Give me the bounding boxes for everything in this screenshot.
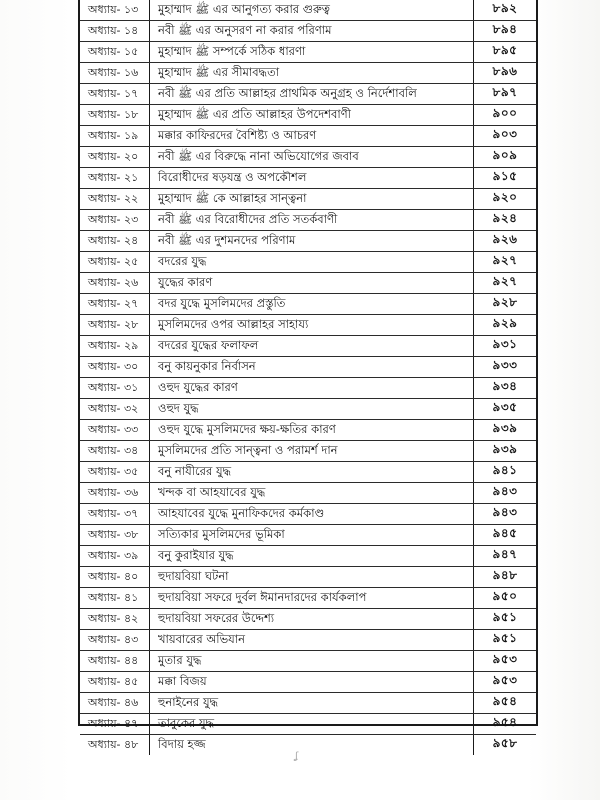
- page-number: ৯৩১: [492, 337, 518, 351]
- chapter-number: অধ্যায়- ৪৪: [80, 651, 150, 671]
- toc-row: [80, 105, 536, 126]
- chapter-title: বনু নাযীরের যুদ্ধ: [150, 462, 474, 482]
- toc-row: [80, 336, 536, 357]
- chapter-title: হুদায়বিয়া সফরে দুর্বল ঈমানদারদের কার্যকলাপ: [150, 588, 474, 608]
- chapter-title: বিরোধীদের ষড়যন্ত্র ও অপকৌশল: [150, 168, 474, 188]
- page-number: ৮৯৬: [492, 64, 518, 78]
- chapter-number: অধ্যায়- ৪৫: [80, 672, 150, 692]
- chapter-title: বদরের যুদ্ধ: [150, 252, 474, 272]
- page-mark: ʆ: [295, 751, 299, 762]
- chapter-title: মুহাম্মাদ ﷺ এর প্রতি আল্লাহর উপদেশবাণী: [150, 105, 474, 125]
- toc-row: [80, 357, 536, 378]
- chapter-number: অধ্যায়- ১৯: [80, 126, 150, 146]
- toc-row: [80, 0, 536, 21]
- chapter-number: অধ্যায়- ৩৬: [80, 483, 150, 503]
- chapter-number: অধ্যায়- ৩৪: [80, 441, 150, 461]
- page-number: ৯৫৩: [492, 652, 518, 666]
- page-number: ৮৯৪: [492, 22, 518, 36]
- chapter-number: অধ্যায়- ১৮: [80, 105, 150, 125]
- chapter-number: অধ্যায়- ৪০: [80, 567, 150, 587]
- chapter-title: মুহাম্মাদ ﷺ এর আনুগত্য করার গুরুত্ব: [150, 0, 474, 20]
- chapter-title: মুসলিমদের ওপর আল্লাহর সাহায্য: [150, 315, 474, 335]
- page-number: ৯৪৫: [492, 526, 518, 540]
- chapter-number: অধ্যায়- ৪৮: [80, 735, 150, 755]
- chapter-number: অধ্যায়- ৩০: [80, 357, 150, 377]
- page-number: ৯০০: [492, 106, 518, 120]
- page-number: ৮৯২: [492, 1, 518, 15]
- page-number: ৯২০: [492, 190, 518, 204]
- chapter-number: অধ্যায়- ৪৭: [80, 714, 150, 734]
- chapter-title: ওহুদ যুদ্ধ: [150, 399, 474, 419]
- toc-row: [80, 21, 536, 42]
- toc-row: [80, 525, 536, 546]
- page-number: ৯২৭: [492, 253, 518, 267]
- toc-row: [80, 630, 536, 651]
- toc-row: [80, 168, 536, 189]
- chapter-title: ওহুদ যুদ্ধের কারণ: [150, 378, 474, 398]
- chapter-number: অধ্যায়- ১৬: [80, 63, 150, 83]
- toc-row: [80, 126, 536, 147]
- chapter-number: অধ্যায়- ২৫: [80, 252, 150, 272]
- page-number: ৯৪১: [492, 463, 518, 477]
- chapter-title: খন্দক বা আহযাবের যুদ্ধ: [150, 483, 474, 503]
- chapter-number: অধ্যায়- ২৮: [80, 315, 150, 335]
- chapter-title: হুদায়বিয়া ঘটনা: [150, 567, 474, 587]
- chapter-number: অধ্যায়- ৪২: [80, 609, 150, 629]
- toc-row: [80, 714, 536, 735]
- chapter-title: ওহুদ যুদ্ধে মুসলিমদের ক্ষয়-ক্ষতির কারণ: [150, 420, 474, 440]
- page-number: ৯৩৩: [492, 358, 518, 372]
- toc-row: [80, 735, 536, 755]
- toc-row: [80, 546, 536, 567]
- page-number: ৯২৬: [492, 232, 518, 246]
- chapter-number: অধ্যায়- ৩১: [80, 378, 150, 398]
- toc-row: [80, 672, 536, 693]
- page-number: ৯৫৮: [492, 736, 518, 750]
- chapter-number: অধ্যায়- ২৭: [80, 294, 150, 314]
- chapter-title: বিদায় হজ্জ: [150, 735, 474, 755]
- chapter-title: মুহাম্মাদ ﷺ কে আল্লাহর সান্ত্বনা: [150, 189, 474, 209]
- toc-row: [80, 252, 536, 273]
- toc-row: [80, 441, 536, 462]
- chapter-title: মুহাম্মাদ ﷺ সম্পর্কে সঠিক ধারণা: [150, 42, 474, 62]
- chapter-title: তাবুকের যুদ্ধ: [150, 714, 474, 734]
- chapter-number: অধ্যায়- ১৭: [80, 84, 150, 104]
- chapter-number: অধ্যায়- ২৩: [80, 210, 150, 230]
- chapter-number: অধ্যায়- ১৩: [80, 0, 150, 20]
- chapter-number: অধ্যায়- ১৫: [80, 42, 150, 62]
- toc-row: [80, 147, 536, 168]
- page-number: ৯১৫: [492, 169, 518, 183]
- chapter-number: অধ্যায়- ৩২: [80, 399, 150, 419]
- chapter-title: আহযাবের যুদ্ধে মুনাফিকদের কর্মকাণ্ড: [150, 504, 474, 524]
- page-number: ৯০৩: [492, 127, 518, 141]
- chapter-number: অধ্যায়- ৩৯: [80, 546, 150, 566]
- toc-row: [80, 84, 536, 105]
- toc-row: [80, 210, 536, 231]
- chapter-title: মক্কা বিজয়: [150, 672, 474, 692]
- chapter-number: অধ্যায়- ২৯: [80, 336, 150, 356]
- page-number: ৯৫৪: [492, 715, 518, 729]
- toc-row: [80, 504, 536, 525]
- toc-row: [80, 420, 536, 441]
- toc-row: [80, 483, 536, 504]
- chapter-number: অধ্যায়- ২২: [80, 189, 150, 209]
- page-number: ৮৯৫: [492, 43, 518, 57]
- chapter-title: মুসলিমদের প্রতি সান্ত্বনা ও পরামর্শ দান: [150, 441, 474, 461]
- page-number: ৯৩৪: [492, 379, 518, 393]
- toc-row: [80, 231, 536, 252]
- toc-row: [80, 462, 536, 483]
- chapter-number: অধ্যায়- ২৪: [80, 231, 150, 251]
- chapter-title: বনু কায়নুকার নির্বাসন: [150, 357, 474, 377]
- toc-row: [80, 315, 536, 336]
- page-number: ৯৪৮: [492, 568, 518, 582]
- chapter-number: অধ্যায়- ৩৫: [80, 462, 150, 482]
- page-number: ৯৩৯: [492, 421, 518, 435]
- chapter-number: অধ্যায়- ৪১: [80, 588, 150, 608]
- toc-row: [80, 693, 536, 714]
- toc-row: [80, 273, 536, 294]
- chapter-title: মুতার যুদ্ধ: [150, 651, 474, 671]
- chapter-title: নবী ﷺ এর প্রতি আল্লাহর প্রাথমিক অনুগ্রহ ও নির্দেশাবলি: [150, 84, 474, 104]
- chapter-number: অধ্যায়- ৪৬: [80, 693, 150, 713]
- toc-row: [80, 294, 536, 315]
- toc-row: [80, 609, 536, 630]
- chapter-title: হুদায়বিয়া সফরের উদ্দেশ্য: [150, 609, 474, 629]
- chapter-title: বনু কুরাইযার যুদ্ধ: [150, 546, 474, 566]
- chapter-title: নবী ﷺ এর অনুসরণ না করার পরিণাম: [150, 21, 474, 41]
- chapter-number: অধ্যায়- ৪৩: [80, 630, 150, 650]
- toc-row: [80, 567, 536, 588]
- table-of-contents: [78, 0, 538, 751]
- chapter-title: সত্যিকার মুসলিমদের ভূমিকা: [150, 525, 474, 545]
- toc-row: [80, 63, 536, 84]
- chapter-number: অধ্যায়- ২৬: [80, 273, 150, 293]
- chapter-title: নবী ﷺ এর বিরুদ্ধে নানা অভিযোগের জবাব: [150, 147, 474, 167]
- page-number: ৯৫৪: [492, 694, 518, 708]
- page-number: ৯৫১: [492, 631, 518, 645]
- page-number: ৯৩৯: [492, 442, 518, 456]
- toc-row: [80, 189, 536, 210]
- chapter-title: নবী ﷺ এর বিরোধীদের প্রতি সতর্কবাণী: [150, 210, 474, 230]
- toc-row: [80, 42, 536, 63]
- chapter-number: অধ্যায়- ১৪: [80, 21, 150, 41]
- chapter-title: বদরের যুদ্ধের ফলাফল: [150, 336, 474, 356]
- page-number: ৯২৪: [492, 211, 518, 225]
- page-number: ৯৪৩: [492, 484, 518, 498]
- chapter-number: অধ্যায়- ২০: [80, 147, 150, 167]
- chapter-number: অধ্যায়- ২১: [80, 168, 150, 188]
- page-number: ৯৫৩: [492, 673, 518, 687]
- chapter-number: অধ্যায়- ৩৩: [80, 420, 150, 440]
- chapter-title: যুদ্ধের কারণ: [150, 273, 474, 293]
- page-number: ৯৪৭: [492, 547, 518, 561]
- page-number: ৯২৯: [492, 316, 518, 330]
- chapter-title: বদর যুদ্ধে মুসলিমদের প্রস্তুতি: [150, 294, 474, 314]
- page-number: ৯২৮: [492, 295, 518, 309]
- page-number: ৮৯৭: [492, 85, 518, 99]
- chapter-number: অধ্যায়- ৩৭: [80, 504, 150, 524]
- toc-row: [80, 588, 536, 609]
- toc-row: [80, 399, 536, 420]
- chapter-title: মুহাম্মাদ ﷺ এর সীমাবদ্ধতা: [150, 63, 474, 83]
- chapter-number: অধ্যায়- ৩৮: [80, 525, 150, 545]
- chapter-title: নবী ﷺ এর দুশমনদের পরিণাম: [150, 231, 474, 251]
- page-number: ৯৫০: [492, 589, 518, 603]
- page-number: ৯৪৩: [492, 505, 518, 519]
- page-number: ৯৫১: [492, 610, 518, 624]
- chapter-title: হুনাইনের যুদ্ধ: [150, 693, 474, 713]
- chapter-title: মক্কার কাফিরদের বৈশিষ্ট্য ও আচরণ: [150, 126, 474, 146]
- page-number: ৯০৯: [492, 148, 518, 162]
- page-number: ৯২৭: [492, 274, 518, 288]
- chapter-title: খায়বারের অভিযান: [150, 630, 474, 650]
- page-number: ৯৩৫: [492, 400, 518, 414]
- toc-row: [80, 651, 536, 672]
- toc-row: [80, 378, 536, 399]
